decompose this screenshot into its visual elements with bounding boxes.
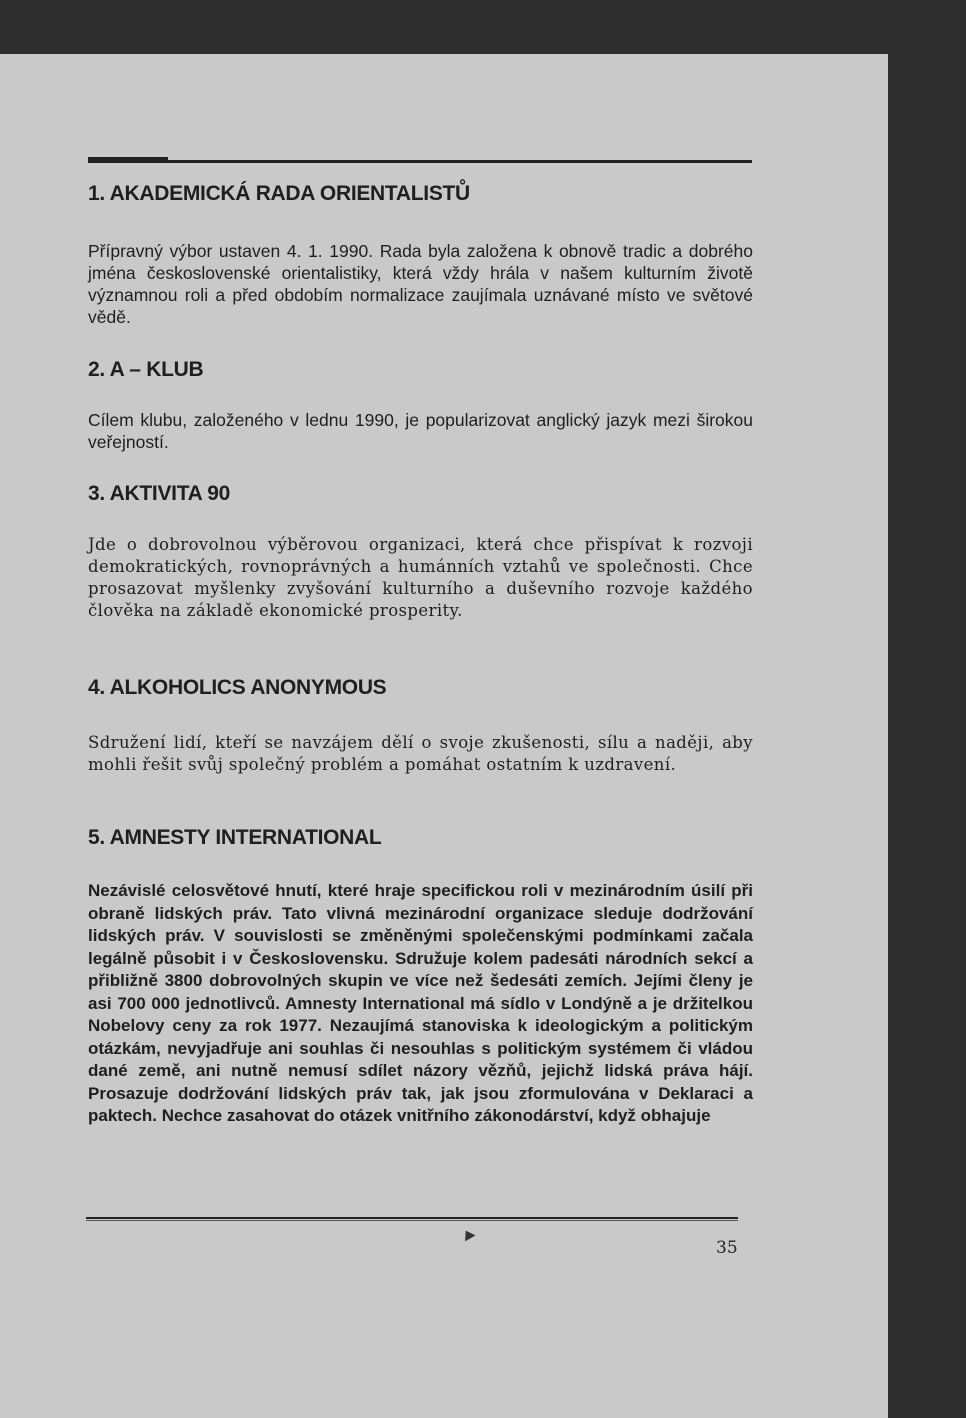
document-page [0,54,888,1418]
section-body: Přípravný výbor ustaven 4. 1. 1990. Rada byla založena k obnově tradic a dobrého jména československé orientalistiky, která vždy hrála v našem kulturním životě významnou roli a před obdobím normalizace zaujímala uznávané místo ve světové vědě. [88,241,753,327]
section-heading: 3. AKTIVITA 90 [88,482,231,505]
section-body: Nezávislé celosvětové hnutí, které hraje specifickou roli v mezinárodním úsilí při obraně lidských práv. Tato vlivná mezinárodní organizace sleduje dodržování lidských práv. V souvislosti se změněnými společenskými podmínkami začala legálně působit i v Československu. Sdružuje kolem padesáti národních sekcí a přibližně 3800 dobrovolných skupin ve více než šedesáti zemích. Jejími členy je asi 700 000 jednotlivců. Amnesty International má sídlo v Londýně a je držitelkou Nobelovy ceny za rok 1977. Nezaujímá stanoviska k ideologickým a politickým otázkám, nevyjadřuje ani souhlas či nesouhlas s politickým systémem či vládou dané země, ani nutně nemusí sdílet názory vězňů, jejichž lidská práva hájí. Prosazuje dodržování lidských práv tak, jak jsou zformulována v Deklaraci a paktech. Nechce zasahovat do otázek vnitřního zákonodárství, když obhajuje [88,881,753,1125]
section-body: Jde o dobrovolnou výběrovou organizaci, která chce přispívat k rozvoji demokratických, rovnoprávných a humánních vztahů ve společnosti. Chce prosazovat myšlenky zvyšování kulturního a duševního rozvoje každého člověka na základě ekonomické prosperity. [88,535,753,620]
section-alkoholics-anonymous-body [88,732,753,776]
section-body: Cílem klubu, založeného v lednu 1990, je popularizovat anglický jazyk mezi širokou veřejností. [88,410,753,452]
section-aktivita-90-body [88,534,753,622]
bottom-rule-thin [86,1220,738,1221]
page-number: 35 [716,1238,738,1258]
printer-mark-icon [461,1228,476,1242]
section-heading: 1. AKADEMICKÁ RADA ORIENTALISTŮ [88,182,470,205]
section-akademicka-rada-body [88,240,753,328]
section-heading: 4. ALKOHOLICS ANONYMOUS [88,676,387,699]
section-a-klub-body [88,409,753,453]
bottom-rule [86,1217,738,1219]
section-a-klub [88,358,753,382]
top-rule [88,160,752,163]
section-heading: 2. A – KLUB [88,358,204,381]
section-akademicka-rada [88,182,753,206]
section-heading: 5. AMNESTY INTERNATIONAL [88,826,382,849]
section-amnesty-international-body [88,880,753,1128]
section-aktivita-90 [88,482,753,506]
section-amnesty-international [88,826,753,850]
section-body: Sdružení lidí, kteří se navzájem dělí o svoje zkušenosti, sílu a naději, aby mohli řešit svůj společný problém a pomáhat ostatním k uzdravení. [88,733,753,774]
section-alkoholics-anonymous [88,676,753,700]
